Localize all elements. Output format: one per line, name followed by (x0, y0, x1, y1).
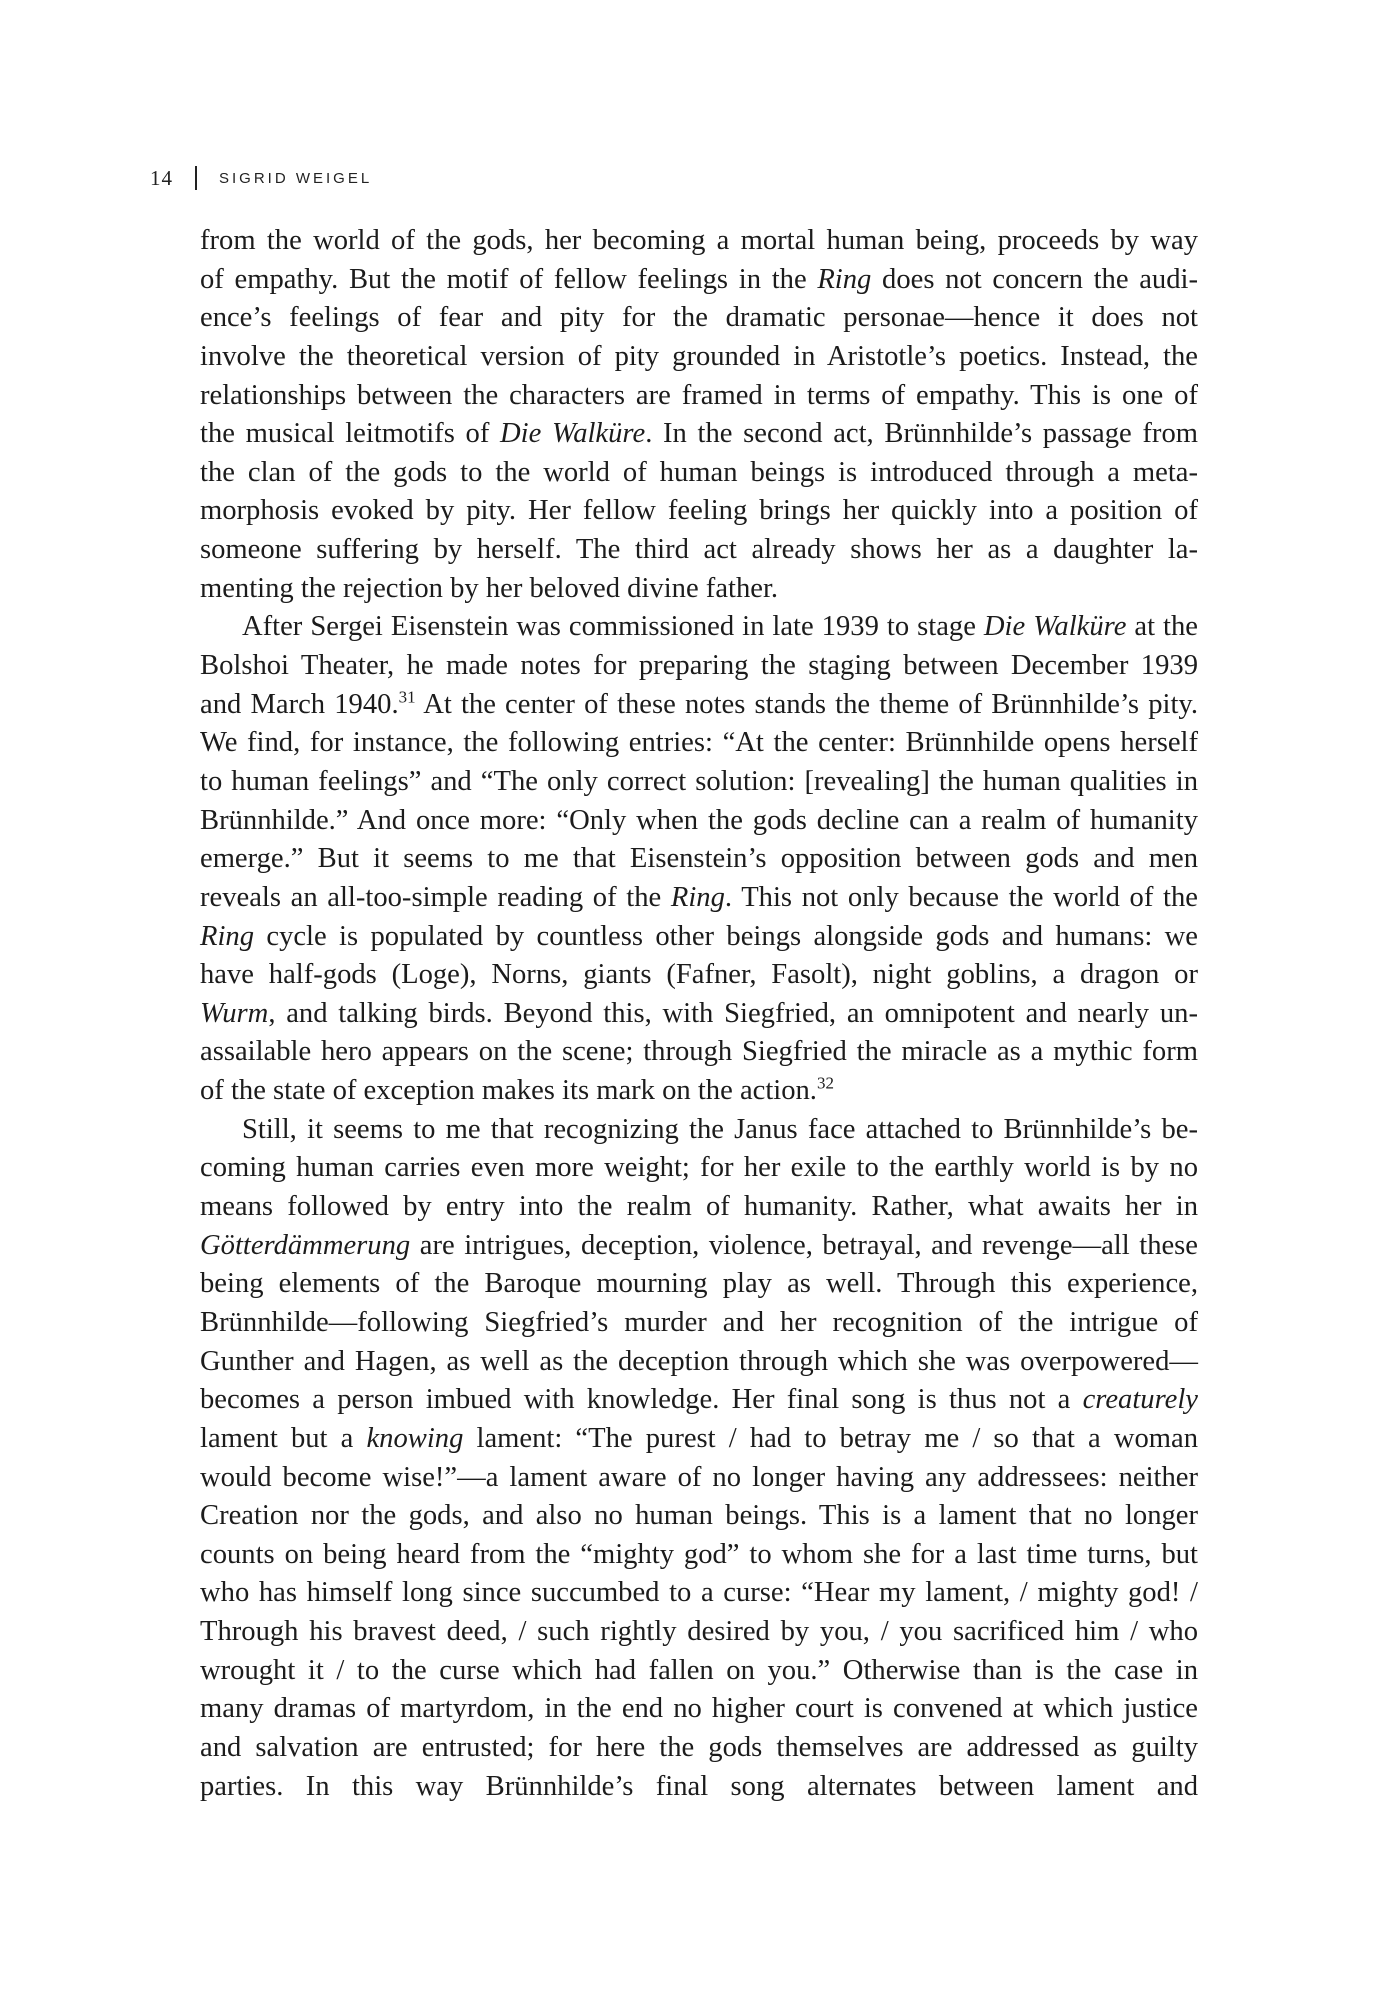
text-line: Gunther and Hagen, as well as the deception through which she was overpowered— (200, 1345, 1198, 1377)
text-line: assailable hero appears on the scene; through Siegfried the miracle as a mythic form (200, 1036, 1198, 1068)
text-line: becomes a person imbued with knowledge. Her final song is thus not a creaturely (200, 1384, 1198, 1416)
text-line: Brünnhilde.” And once more: “Only when the gods decline can a realm of humanity (200, 804, 1198, 836)
italic-term: Die Walküre (500, 418, 646, 450)
body-text (200, 222, 1198, 1806)
text-line: of the state of exception makes its mark on the action.$^{32}$ (200, 1073, 834, 1107)
text-line: being elements of the Baroque mourning play as well. Through this experience, (200, 1268, 1198, 1300)
text-line: parties. In this way Brünnhilde’s final song alternates between lament and (200, 1770, 1198, 1802)
running-head-author: SIGRID WEIGEL (219, 169, 373, 187)
text-line: Through his bravest deed, / such rightly desired by you, / you sacrificed him / who (200, 1616, 1198, 1648)
italic-term: Ring (200, 920, 255, 952)
text-line: wrought it / to the curse which had fallen on you.” Otherwise than is the case in (200, 1654, 1198, 1686)
header-divider (195, 166, 197, 190)
text-line: who has himself long since succumbed to a curse: “Hear my lament, / mighty god! / (200, 1577, 1198, 1609)
text-line: would become wise!”—a lament aware of no longer having any addressees: neither (200, 1461, 1198, 1493)
text-line: relationships between the characters are framed in terms of empathy. This is one of (200, 379, 1198, 411)
text-line: lament but a knowing lament: “The purest / had to betray me / so that a woman (200, 1422, 1199, 1454)
text-line: means followed by entry into the realm of humanity. Rather, what awaits her in (200, 1191, 1198, 1223)
italic-term: creaturely (1082, 1384, 1198, 1416)
text-line: We find, for instance, the following entries: “At the center: Brünnhilde opens herself (200, 727, 1198, 759)
text-line: and salvation are entrusted; for here the gods themselves are addressed as guilty (200, 1731, 1198, 1763)
text-line: After Sergei Eisenstein was commissioned in late 1939 to stage Die Walküre at the (242, 611, 1198, 643)
text-line: morphosis evoked by pity. Her fellow feeling brings her quickly into a position of (200, 495, 1198, 527)
text-line: of empathy. But the motif of fellow feelings in the Ring does not concern the audi- (200, 263, 1198, 295)
text-line: Ring cycle is populated by countless other beings alongside gods and humans: we (200, 920, 1198, 952)
text-line: menting the rejection by her beloved divine father. (200, 572, 779, 604)
text-line: ence’s feelings of fear and pity for the dramatic personae—hence it does not (200, 302, 1198, 334)
text-line: emerge.” But it seems to me that Eisenstein’s opposition between gods and men (200, 843, 1198, 875)
text-line: have half-gods (Loge), Norns, giants (Fafner, Fasolt), night goblins, a dragon or (200, 959, 1198, 991)
text-line: counts on being heard from the “mighty god” to whom she for a last time turns, but (200, 1538, 1198, 1570)
text-line: Götterdämmerung are intrigues, deception, violence, betrayal, and revenge—all these (200, 1229, 1198, 1261)
running-head (150, 164, 372, 192)
page-number: 14 (150, 165, 173, 190)
italic-term: Ring (670, 881, 725, 913)
italic-term: knowing (366, 1422, 464, 1454)
text-line: the musical leitmotifs of Die Walküre. In the second act, Brünnhilde’s passage from (200, 418, 1198, 450)
italic-term: Götterdämmerung (200, 1229, 411, 1261)
text-line: many dramas of martyrdom, in the end no higher court is convened at which justice (200, 1693, 1198, 1725)
text-line: Creation nor the gods, and also no human beings. This is a lament that no longer (200, 1500, 1198, 1532)
text-line: the clan of the gods to the world of human beings is introduced through a meta- (200, 456, 1198, 488)
footnote-marker: 32 (816, 1073, 834, 1093)
italic-term: Die Walküre (983, 611, 1127, 643)
text-line: and March 1940.31 At the center of these notes stands the theme of Brünnhilde’s pity. (200, 687, 1198, 720)
text-line: Wurm, and talking birds. Beyond this, with Siegfried, an omnipotent and nearly un- (200, 997, 1198, 1029)
italic-term: Wurm (200, 997, 269, 1029)
text-line: involve the theoretical version of pity grounded in Aristotle’s poetics. Instead, the (200, 340, 1198, 372)
footnote-marker: 31 (398, 687, 416, 707)
text-line: Bolshoi Theater, he made notes for preparing the staging between December 1939 (200, 650, 1198, 682)
text-line: to human feelings” and “The only correct solution: [revealing] the human qualities in (200, 765, 1198, 797)
text-line: coming human carries even more weight; for her exile to the earthly world is by no (200, 1152, 1198, 1184)
text-line: someone suffering by herself. The third act already shows her as a daughter la- (200, 534, 1198, 566)
italic-term: Ring (817, 263, 872, 295)
text-line: from the world of the gods, her becoming a mortal human being, proceeds by way (200, 225, 1198, 256)
text-line: reveals an all-too-simple reading of the Ring. This not only because the world of the (200, 881, 1198, 913)
text-line: Brünnhilde—following Siegfried’s murder and her recognition of the intrigue of (200, 1306, 1198, 1338)
text-line: Still, it seems to me that recognizing the Janus face attached to Brünnhilde’s be- (242, 1113, 1198, 1145)
